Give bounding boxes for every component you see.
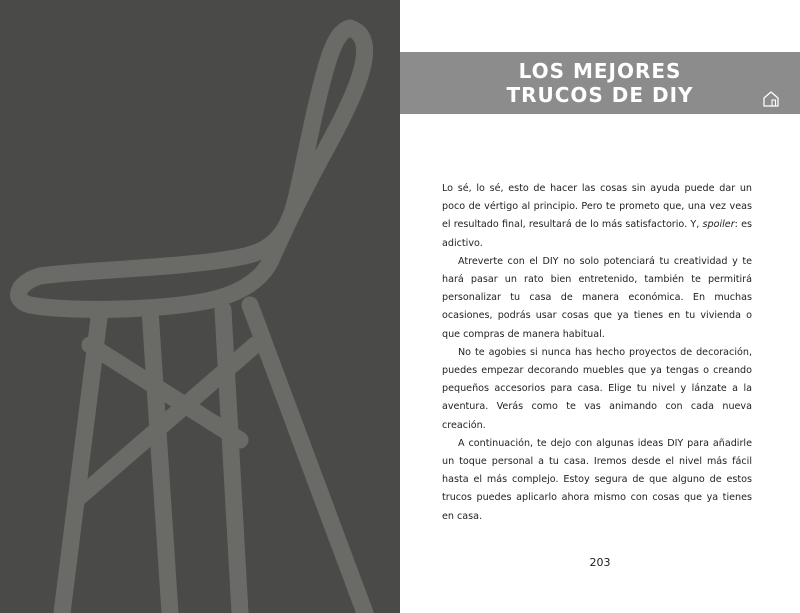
chapter-title-line-2: TRUCOS DE DIY xyxy=(506,83,694,107)
spoiler-word: spoiler xyxy=(702,219,735,231)
paragraph-2: Atreverte con el DIY no solo potenciará tu creatividad y te hará pasar un rato bien entretenido, también te permitirá personalizar tu casa de manera económica. En muchas ocasiones, podrás usar cosas que ya tienes en tu vivienda o que compras de manera habitual. xyxy=(442,255,752,340)
house-icon xyxy=(762,90,780,108)
paragraph-3: No te agobies si nunca has hecho proyectos de decoración, puedes empezar decorando muebles que ya tengas o creando pequeños accesorios para casa. Elige tu nivel y lánzate a la aventura. Verás como te vas animando con cada nueva creación. xyxy=(442,346,752,431)
body-text xyxy=(442,180,752,526)
right-page xyxy=(400,0,800,613)
chapter-title-line-1: LOS MEJORES xyxy=(518,59,682,83)
paragraph-4: A continuación, te dejo con algunas ideas DIY para añadirle un toque personal a tu casa. Iremos desde el nivel más fácil hasta el más complejo. Estoy segura de que alguno de estos trucos puedes aplicarlo ahora mismo con cosas que ya tienes en casa. xyxy=(442,437,752,522)
paragraph-1 xyxy=(442,180,752,253)
paragraph-1-end: : es adictivo. xyxy=(442,219,753,249)
page-number: 203 xyxy=(589,556,611,569)
paragraph-1-text: Lo sé, lo sé, esto de hacer las cosas sin ayuda puede dar un poco de vértigo al principio. Pero te prometo que, una vez veas el resultado final, resultará de lo más satisfactorio. Y, xyxy=(442,183,752,231)
title-band xyxy=(400,52,800,114)
